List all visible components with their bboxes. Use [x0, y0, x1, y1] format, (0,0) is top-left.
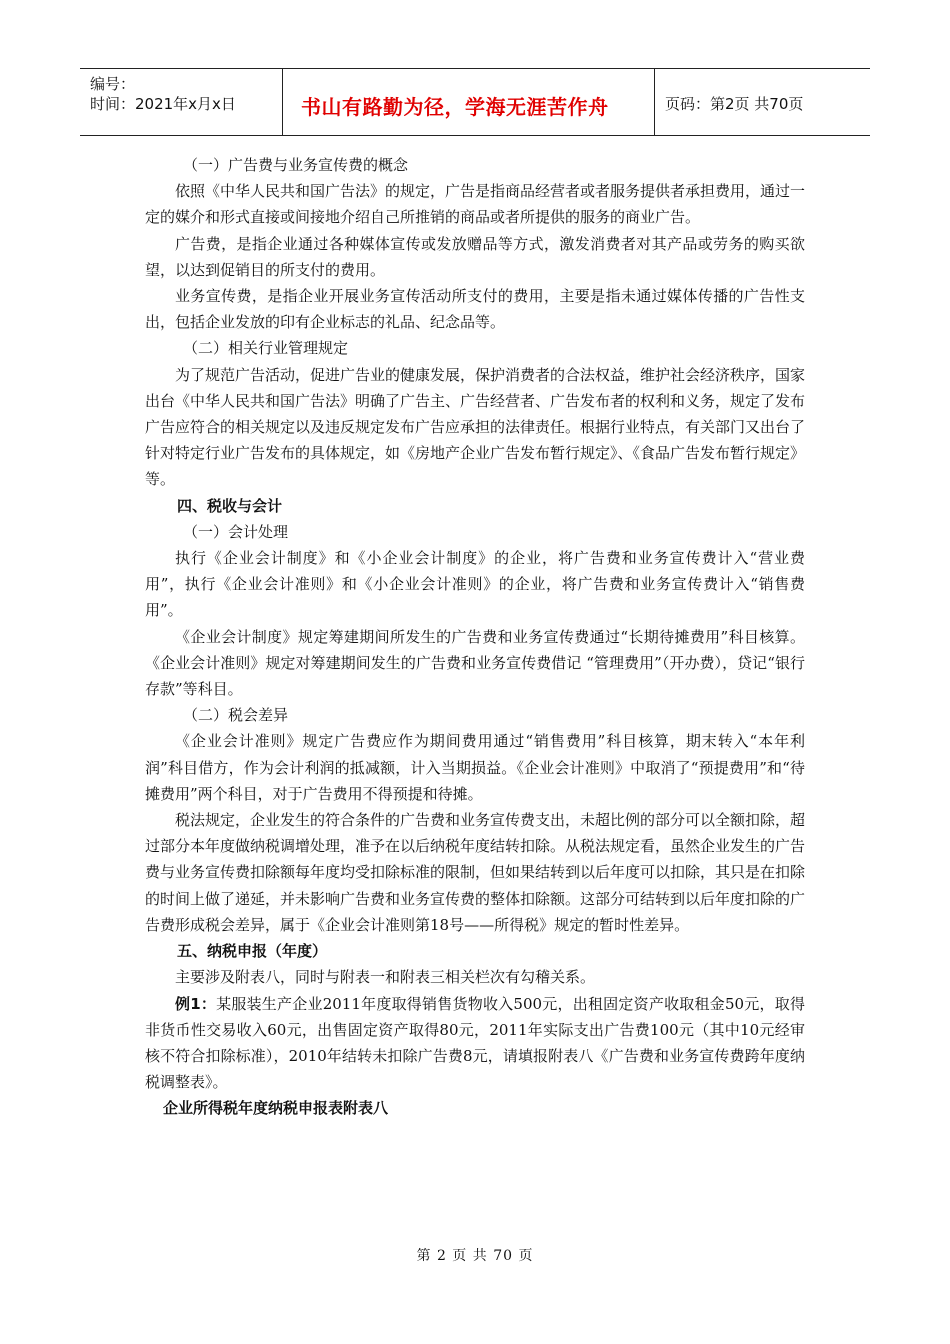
subsection-title: （二）相关行业管理规定 [183, 339, 349, 358]
section-heading: 四、税收与会计 [177, 496, 283, 515]
page-footer: 第 2 页 共 70 页 [416, 1248, 534, 1264]
header-page-number: 页码：第2页 共70页 [665, 95, 804, 113]
document-header [80, 68, 870, 136]
header-motto: 书山有路勤为径，学海无涯苦作舟 [301, 95, 609, 119]
header-page-cell [655, 69, 870, 135]
paragraph: 依照《中华人民共和国广告法》的规定，广告是指商品经营者或者服务提供者承担费用，通过一定的媒介和形式直接或间接地介绍自己所推销的商品或者所提供的服务的商业广告。 [145, 182, 806, 227]
subsection-title: （一）广告费与业务宣传费的概念 [183, 156, 409, 174]
document-body [145, 152, 805, 1122]
example-text: 某服装生产企业2011年度取得销售货物收入500元，出租固定资产收取租金50元，取得非货币性交易收入60元，出售固定资产取得80元，2011年实际支出广告费100元（其中10元经审核不符合扣除标准），2010年结转未扣除广告费8元，请填报附表八《广告费和业务宣传费跨年度纳税调整表》。 [145, 994, 805, 1092]
paragraph: 《企业会计制度》规定筹建期间所发生的广告费和业务宣传费通过“长期待摊费用”科目核算。《企业会计准则》规定对筹建期间发生的广告费和业务宣传费借记 “管理费用”（开办费），贷记“银行存款”等科目。 [145, 627, 805, 699]
paragraph: 税法规定，企业发生的符合条件的广告费和业务宣传费支出，未超比例的部分可以全额扣除，超过部分本年度做纳税调增处理，准予在以后纳税年度结转扣除。从税法规定看，虽然企业发生的广告费与业务宣传费扣除额每年度均受扣除标准的限制，但如果结转到以后年度可以扣除，其只是在扣除的时间上做了递延，并未影响广告费和业务宣传费的整体扣除额。这部分可结转到以后年度扣除的广告费形成税会差异，属于《企业会计准则第18号——所得税》规定的暂时性差异。 [145, 811, 806, 934]
paragraph: 主要涉及附表八，同时与附表一和附表三相关栏次有勾稽关系。 [175, 968, 596, 987]
example-paragraph [145, 991, 805, 1096]
paragraph: 《企业会计准则》规定广告费应作为期间费用通过“销售费用”科目核算，期末转入“本年利润”科目借方，作为会计利润的抵减额，计入当期损益。《企业会计准则》中取消了“预提费用”和“待摊费用”两个科目，对于广告费用不得预提和待摊。 [145, 732, 805, 803]
header-info-cell [80, 69, 283, 135]
subsection-title: （二）税会差异 [183, 706, 289, 725]
paragraph: 业务宣传费，是指企业开展业务宣传活动所支付的费用，主要是指未通过媒体传播的广告性支出，包括企业发放的印有企业标志的礼品、纪念品等。 [145, 287, 805, 332]
paragraph: 执行《企业会计制度》和《小企业会计制度》的企业，将广告费和业务宣传费计入“营业费用”，执行《企业会计准则》和《小企业会计准则》的企业，将广告费和业务宣传费计入“销售费用”。 [145, 549, 805, 620]
document-date-label: 时间：2021年x月x日 [90, 95, 236, 113]
paragraph: 为了规范广告活动，促进广告业的健康发展，保护消费者的合法权益，维护社会经济秩序，国家出台《中华人民共和国广告法》明确了广告主、广告经营者、广告发布者的权利和义务，规定了发布广告应符合的相关规定以及违反规定发布广告应承担的法律责任。根据行业特点，有关部门又出台了针对特定行业广告发布的具体规定，如《房地产企业广告发布暂行规定》、《食品广告发布暂行规定》等。 [145, 365, 806, 489]
paragraph: 广告费，是指企业通过各种媒体宣传或发放赠品等方式，激发消费者对其产品或劳务的购买欲望，以达到促销目的所支付的费用。 [145, 234, 805, 279]
header-motto-cell [283, 69, 655, 135]
document-number-label: 编号： [90, 75, 136, 93]
example-label: 例1： [175, 994, 217, 1013]
section-heading: 五、纳税申报（年度） [177, 942, 328, 961]
subsection-title: （一）会计处理 [183, 522, 289, 541]
table-title: 企业所得税年度纳税申报表附表八 [163, 1099, 389, 1118]
